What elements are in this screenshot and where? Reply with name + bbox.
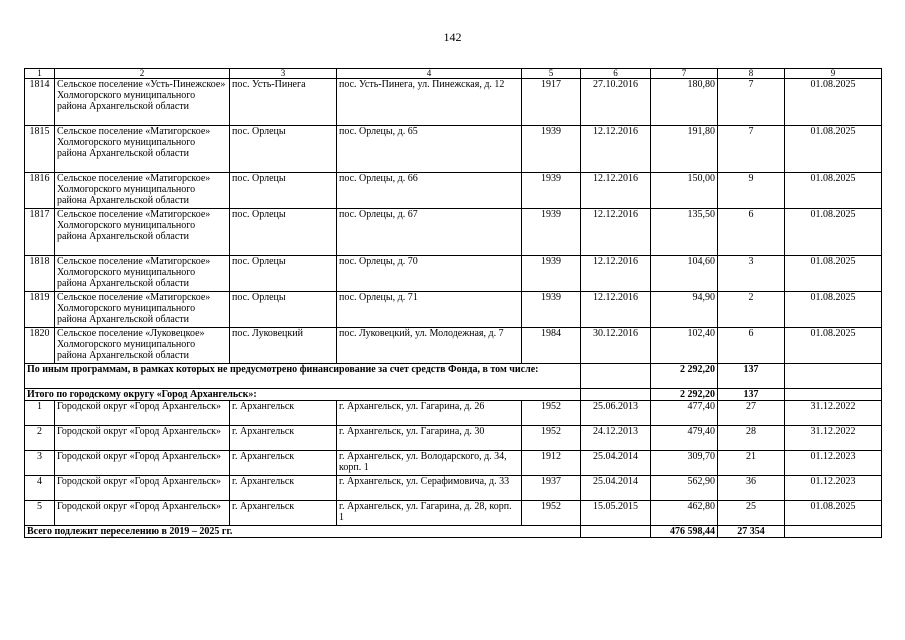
date-cell: 25.04.2014	[581, 451, 651, 476]
row-number: 1	[25, 401, 55, 426]
year-cell: 1939	[522, 126, 581, 173]
empty-cell	[785, 364, 882, 389]
total-label: Всего подлежит переселению в 2019 – 2025 гг.	[25, 526, 581, 538]
municipality-cell: Сельское поселение «Луковецкое» Холмогорского муниципального района Архангельской области	[55, 328, 230, 364]
locality-cell: г. Архангельск	[230, 476, 337, 501]
area-cell: 102,40	[651, 328, 718, 364]
locality-cell: г. Архангельск	[230, 501, 337, 526]
year-cell: 1937	[522, 476, 581, 501]
table-body	[25, 69, 882, 538]
table-row	[25, 501, 882, 526]
locality-cell: пос. Орлецы	[230, 209, 337, 256]
term-cell: 01.08.2025	[785, 79, 882, 126]
row-number: 1816	[25, 173, 55, 209]
empty-cell	[581, 389, 651, 401]
people-cell: 7	[718, 126, 785, 173]
locality-cell: пос. Луковецкий	[230, 328, 337, 364]
area-cell: 477,40	[651, 401, 718, 426]
date-cell: 15.05.2015	[581, 501, 651, 526]
table-row	[25, 173, 882, 209]
area-cell: 135,50	[651, 209, 718, 256]
area-cell: 562,90	[651, 476, 718, 501]
term-cell: 01.08.2025	[785, 328, 882, 364]
row-number: 1818	[25, 256, 55, 292]
year-cell: 1952	[522, 501, 581, 526]
area-cell: 150,00	[651, 173, 718, 209]
col-number: 7	[651, 69, 718, 79]
date-cell: 25.06.2013	[581, 401, 651, 426]
term-cell: 01.08.2025	[785, 256, 882, 292]
total-label: Итого по городскому округу «Город Архангельск»:	[25, 389, 581, 401]
people-cell: 9	[718, 173, 785, 209]
col-number: 4	[337, 69, 522, 79]
year-cell: 1912	[522, 451, 581, 476]
total-area: 2 292,20	[651, 389, 718, 401]
term-cell: 01.08.2025	[785, 501, 882, 526]
resettlement-table	[24, 68, 882, 538]
date-cell: 12.12.2016	[581, 126, 651, 173]
locality-cell: г. Архангельск	[230, 451, 337, 476]
municipality-cell: Сельское поселение «Усть-Пинежское» Холмогорского муниципального района Архангельской области	[55, 79, 230, 126]
column-number-row	[25, 69, 882, 79]
term-cell: 31.12.2022	[785, 401, 882, 426]
people-cell: 3	[718, 256, 785, 292]
col-number: 1	[25, 69, 55, 79]
year-cell: 1939	[522, 292, 581, 328]
municipality-cell: Сельское поселение «Матигорское» Холмогорского муниципального района Архангельской области	[55, 209, 230, 256]
empty-cell	[581, 364, 651, 389]
locality-cell: пос. Орлецы	[230, 126, 337, 173]
total-label: По иным программам, в рамках которых не предусмотрено финансирование за счет средств Фонда, в том числе:	[25, 364, 581, 389]
address-cell: пос. Орлецы, д. 66	[337, 173, 522, 209]
total-people: 137	[718, 389, 785, 401]
row-number: 1820	[25, 328, 55, 364]
municipality-cell: Городской округ «Город Архангельск»	[55, 476, 230, 501]
term-cell: 01.12.2023	[785, 476, 882, 501]
address-cell: пос. Орлецы, д. 70	[337, 256, 522, 292]
municipality-cell: Сельское поселение «Матигорское» Холмогорского муниципального района Архангельской области	[55, 256, 230, 292]
area-cell: 94,90	[651, 292, 718, 328]
col-number: 9	[785, 69, 882, 79]
term-cell: 31.12.2022	[785, 426, 882, 451]
year-cell: 1984	[522, 328, 581, 364]
table-row	[25, 426, 882, 451]
col-number: 6	[581, 69, 651, 79]
date-cell: 12.12.2016	[581, 292, 651, 328]
date-cell: 12.12.2016	[581, 209, 651, 256]
date-cell: 12.12.2016	[581, 256, 651, 292]
total-area: 2 292,20	[651, 364, 718, 389]
locality-cell: г. Архангельск	[230, 401, 337, 426]
people-cell: 7	[718, 79, 785, 126]
year-cell: 1952	[522, 401, 581, 426]
row-number: 1817	[25, 209, 55, 256]
year-cell: 1952	[522, 426, 581, 451]
col-number: 8	[718, 69, 785, 79]
total-people: 137	[718, 364, 785, 389]
col-number: 2	[55, 69, 230, 79]
table-row	[25, 126, 882, 173]
year-cell: 1939	[522, 209, 581, 256]
people-cell: 2	[718, 292, 785, 328]
table-row	[25, 401, 882, 426]
area-cell: 479,40	[651, 426, 718, 451]
address-cell: пос. Орлецы, д. 65	[337, 126, 522, 173]
locality-cell: пос. Усть-Пинега	[230, 79, 337, 126]
year-cell: 1917	[522, 79, 581, 126]
area-cell: 104,60	[651, 256, 718, 292]
grand-total	[25, 526, 882, 538]
row-number: 2	[25, 426, 55, 451]
row-number: 1814	[25, 79, 55, 126]
table-row	[25, 328, 882, 364]
area-cell: 309,70	[651, 451, 718, 476]
subtotal-city	[25, 389, 882, 401]
year-cell: 1939	[522, 173, 581, 209]
area-cell: 462,80	[651, 501, 718, 526]
address-cell: пос. Орлецы, д. 67	[337, 209, 522, 256]
term-cell: 01.12.2023	[785, 451, 882, 476]
table-row	[25, 451, 882, 476]
locality-cell: пос. Орлецы	[230, 173, 337, 209]
date-cell: 25.04.2014	[581, 476, 651, 501]
total-people: 27 354	[718, 526, 785, 538]
municipality-cell: Сельское поселение «Матигорское» Холмогорского муниципального района Архангельской области	[55, 173, 230, 209]
table-row	[25, 79, 882, 126]
municipality-cell: Городской округ «Город Архангельск»	[55, 501, 230, 526]
subtotal-other-programs	[25, 364, 882, 389]
area-cell: 191,80	[651, 126, 718, 173]
table-row	[25, 256, 882, 292]
people-cell: 6	[718, 209, 785, 256]
municipality-cell: Городской округ «Город Архангельск»	[55, 401, 230, 426]
address-cell: г. Архангельск, ул. Володарского, д. 34, корп. 1	[337, 451, 522, 476]
term-cell: 01.08.2025	[785, 126, 882, 173]
empty-cell	[785, 526, 882, 538]
page-number: 142	[443, 30, 462, 44]
row-number: 1815	[25, 126, 55, 173]
address-cell: г. Архангельск, ул. Гагарина, д. 30	[337, 426, 522, 451]
people-cell: 27	[718, 401, 785, 426]
col-number: 3	[230, 69, 337, 79]
people-cell: 6	[718, 328, 785, 364]
empty-cell	[785, 389, 882, 401]
term-cell: 01.08.2025	[785, 292, 882, 328]
date-cell: 27.10.2016	[581, 79, 651, 126]
row-number: 5	[25, 501, 55, 526]
term-cell: 01.08.2025	[785, 209, 882, 256]
term-cell: 01.08.2025	[785, 173, 882, 209]
people-cell: 28	[718, 426, 785, 451]
address-cell: г. Архангельск, ул. Гагарина, д. 28, корп. 1	[337, 501, 522, 526]
people-cell: 21	[718, 451, 785, 476]
date-cell: 12.12.2016	[581, 173, 651, 209]
area-cell: 180,80	[651, 79, 718, 126]
table-row	[25, 209, 882, 256]
municipality-cell: Городской округ «Город Архангельск»	[55, 426, 230, 451]
municipality-cell: Сельское поселение «Матигорское» Холмогорского муниципального района Архангельской области	[55, 126, 230, 173]
locality-cell: пос. Орлецы	[230, 292, 337, 328]
row-number: 4	[25, 476, 55, 501]
date-cell: 30.12.2016	[581, 328, 651, 364]
total-area: 476 598,44	[651, 526, 718, 538]
table-row	[25, 476, 882, 501]
year-cell: 1939	[522, 256, 581, 292]
people-cell: 36	[718, 476, 785, 501]
row-number: 1819	[25, 292, 55, 328]
locality-cell: г. Архангельск	[230, 426, 337, 451]
address-cell: пос. Луковецкий, ул. Молодежная, д. 7	[337, 328, 522, 364]
date-cell: 24.12.2013	[581, 426, 651, 451]
row-number: 3	[25, 451, 55, 476]
col-number: 5	[522, 69, 581, 79]
municipality-cell: Сельское поселение «Матигорское» Холмогорского муниципального района Архангельской области	[55, 292, 230, 328]
address-cell: пос. Усть-Пинега, ул. Пинежская, д. 12	[337, 79, 522, 126]
address-cell: пос. Орлецы, д. 71	[337, 292, 522, 328]
locality-cell: пос. Орлецы	[230, 256, 337, 292]
table-row	[25, 292, 882, 328]
address-cell: г. Архангельск, ул. Серафимовича, д. 33	[337, 476, 522, 501]
address-cell: г. Архангельск, ул. Гагарина, д. 26	[337, 401, 522, 426]
empty-cell	[581, 526, 651, 538]
municipality-cell: Городской округ «Город Архангельск»	[55, 451, 230, 476]
people-cell: 25	[718, 501, 785, 526]
